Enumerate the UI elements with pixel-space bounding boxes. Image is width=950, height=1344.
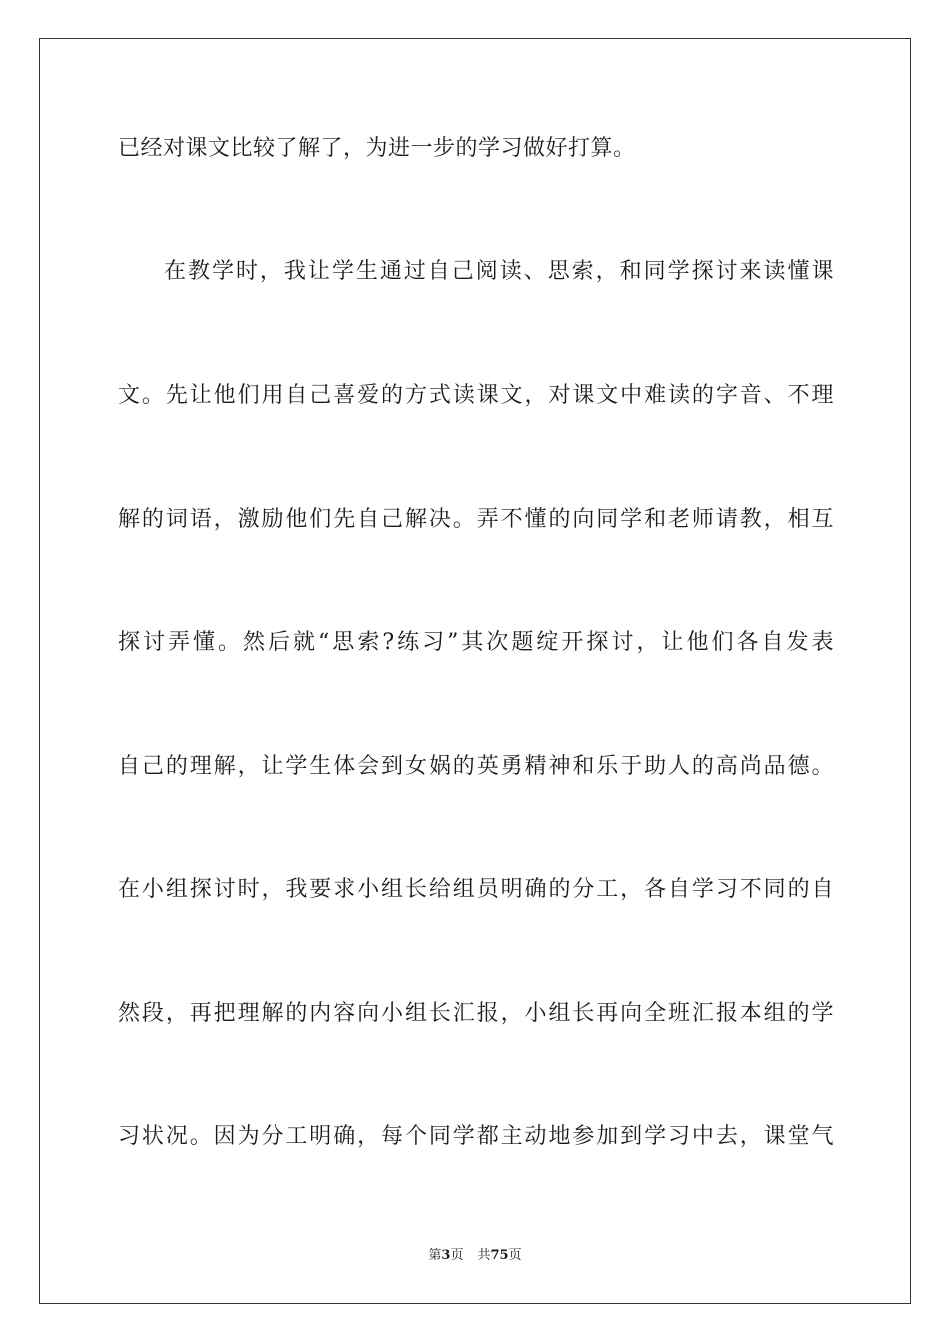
- paragraph-line-9: 习状况。因为分工明确，每个同学都主动地参加到学习中去，课堂气: [118, 1124, 834, 1149]
- page-border: [39, 38, 911, 1304]
- footer-total-pages: 75: [490, 1248, 509, 1263]
- paragraph-line-8: 然段，再把理解的内容向小组长汇报，小组长再向全班汇报本组的学: [118, 1001, 834, 1026]
- page-footer: [0, 1247, 950, 1265]
- footer-total-prefix: 共: [477, 1248, 491, 1263]
- paragraph-line-6: 自己的理解，让学生体会到女娲的英勇精神和乐于助人的高尚品德。: [118, 754, 834, 779]
- paragraph-line-5: 探讨弄懂。然后就“思索?练习”其次题绽开探讨，让他们各自发表: [118, 630, 834, 655]
- paragraph-line-3: 文。先让他们用自己喜爱的方式读课文，对课文中难读的字音、不理: [118, 383, 834, 408]
- paragraph-line-4: 解的词语，激励他们先自己解决。弄不懂的向同学和老师请教，相互: [118, 507, 834, 532]
- footer-total-suffix: 页: [508, 1248, 522, 1263]
- paragraph-line-2: 在教学时，我让学生通过自己阅读、思索，和同学探讨来读懂课: [164, 259, 834, 284]
- footer-page-prefix: 第: [428, 1248, 442, 1263]
- paragraph-line-1: 已经对课文比较了解了，为进一步的学习做好打算。: [118, 136, 636, 161]
- footer-page-suffix: 页: [450, 1248, 464, 1263]
- paragraph-line-7: 在小组探讨时，我要求小组长给组员明确的分工，各自学习不同的自: [118, 877, 834, 902]
- footer-page-number: 3: [441, 1248, 451, 1263]
